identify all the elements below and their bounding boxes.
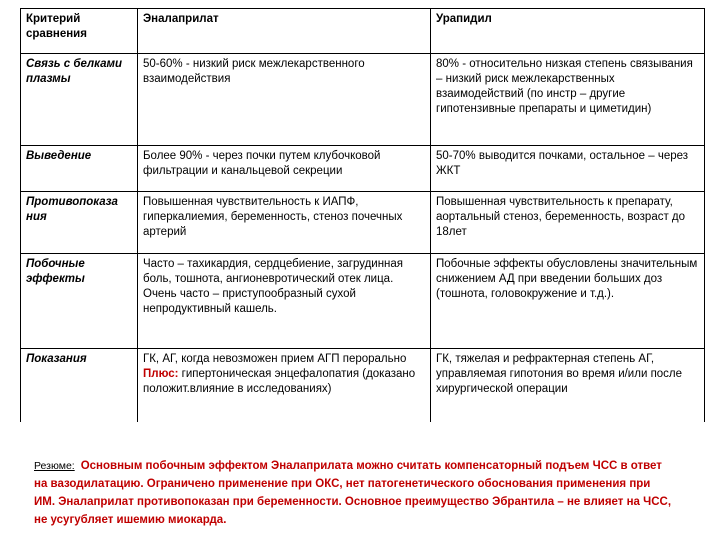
urapidil-cell: 50-70% выводится почками, остальное – через ЖКТ [431, 146, 705, 192]
header-criterion: Критерий сравнения [21, 9, 138, 54]
summary-text: Основным побочным эффектом Эналаприлата можно считать компенсаторный подъем ЧСС в ответ на вазодилатацию. Ограничено применение при ОКС, нет патогенетического обоснования применения при ИМ. Эналаприлат противопоказан при беременности. Основное преимущество Эбрантила – не влияет на ЧСС, не усугубляет ишемию миокарда. [34, 460, 672, 526]
enalaprilat-cell: Более 90% - через почки путем клубочковой фильтрации и канальцевой секреции [138, 146, 431, 192]
urapidil-cell: Побочные эффекты обусловлены значительным снижением АД при введении больших доз (тошнота, головокружение и т.д.). [431, 254, 705, 349]
summary-block [34, 457, 674, 529]
criterion-cell: Противопоказа ния [21, 192, 138, 254]
urapidil-cell: ГК, тяжелая и рефрактерная степень АГ, управляемая гипотония во время и/или после хирургической операции [431, 349, 705, 422]
enalaprilat-cell: Повышенная чувствительность к ИАПФ, гиперкалиемия, беременность, стеноз почечных артерий [138, 192, 431, 254]
enalaprilat-cell: Часто – тахикардия, сердцебиение, загрудинная боль, тошнота, ангионевротический отек лица. Очень часто – приступообразный сухой непродуктивный кашель. [138, 254, 431, 349]
urapidil-cell: 80% - относительно низкая степень связывания – низкий риск межлекарственных взаимодействий (по инстр – другие гипотензивные препараты и циметидин) [431, 54, 705, 146]
criterion-cell: Выведение [21, 146, 138, 192]
indications-text: ГК, АГ, когда невозможен прием АГП перорально [143, 353, 407, 365]
table-row [21, 192, 705, 254]
criterion-cell: Побочные эффекты [21, 254, 138, 349]
summary-label: Резюме: [34, 460, 75, 472]
comparison-table [20, 8, 705, 422]
table-header-row [21, 9, 705, 54]
table-row [21, 349, 705, 422]
plus-label: Плюс: [143, 368, 179, 380]
criterion-cell: Показания [21, 349, 138, 422]
table-row [21, 254, 705, 349]
enalaprilat-cell [138, 349, 431, 422]
header-enalaprilat: Эналаприлат [138, 9, 431, 54]
enalaprilat-cell: 50-60% - низкий риск межлекарственного взаимодействия [138, 54, 431, 146]
plus-text: гипертоническая энцефалопатия (доказано положит.влияние в исследованиях) [143, 368, 416, 395]
header-urapidil: Урапидил [431, 9, 705, 54]
table-row [21, 54, 705, 146]
urapidil-cell: Повышенная чувствительность к препарату, аортальный стеноз, беременность, возраст до 18лет [431, 192, 705, 254]
table-row [21, 146, 705, 192]
criterion-cell: Связь с белками плазмы [21, 54, 138, 146]
